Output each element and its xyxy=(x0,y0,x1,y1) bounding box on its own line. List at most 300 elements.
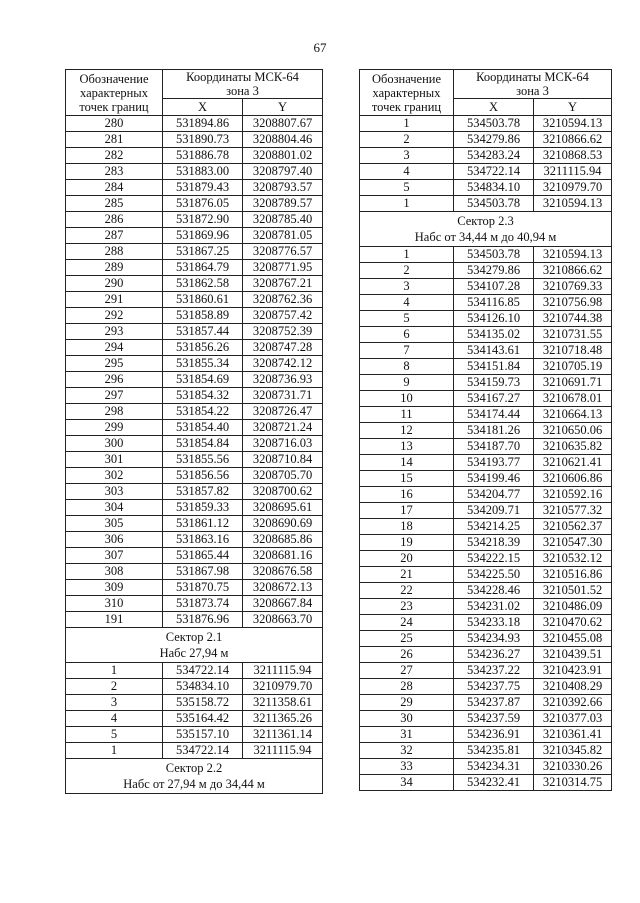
y-coordinate-cell: 3210330.26 xyxy=(534,759,612,775)
x-coordinate-cell: 535158.72 xyxy=(163,695,243,711)
table-row xyxy=(360,375,612,391)
table-row xyxy=(66,516,323,532)
y-coordinate-cell: 3208762.36 xyxy=(243,292,323,308)
y-coordinate-cell: 3208771.95 xyxy=(243,260,323,276)
table-row xyxy=(66,468,323,484)
point-number-cell: 294 xyxy=(66,340,163,356)
y-coordinate-cell: 3208672.13 xyxy=(243,580,323,596)
table-row xyxy=(360,263,612,279)
x-coordinate-cell: 531865.44 xyxy=(163,548,243,564)
x-coordinate-cell: 534237.22 xyxy=(454,663,534,679)
table-row xyxy=(66,372,323,388)
table-row xyxy=(360,679,612,695)
x-coordinate-cell: 534135.02 xyxy=(454,327,534,343)
table-row xyxy=(66,532,323,548)
y-coordinate-cell: 3208695.61 xyxy=(243,500,323,516)
sector-row xyxy=(66,628,323,663)
y-coordinate-cell: 3208742.12 xyxy=(243,356,323,372)
table-row xyxy=(360,599,612,615)
point-number-cell: 309 xyxy=(66,580,163,596)
x-coordinate-cell: 531894.86 xyxy=(163,116,243,132)
sector-cell xyxy=(66,759,323,794)
point-number-cell: 305 xyxy=(66,516,163,532)
y-coordinate-cell: 3208736.93 xyxy=(243,372,323,388)
x-coordinate-cell: 534151.84 xyxy=(454,359,534,375)
y-coordinate-cell: 3210979.70 xyxy=(243,679,323,695)
table-row xyxy=(360,583,612,599)
x-coordinate-cell: 531864.79 xyxy=(163,260,243,276)
x-coordinate-cell: 531863.16 xyxy=(163,532,243,548)
point-number-cell: 27 xyxy=(360,663,454,679)
table-row xyxy=(66,276,323,292)
table-row xyxy=(360,132,612,148)
point-number-cell: 1 xyxy=(360,196,454,212)
sector-title: Сектор 2.1 xyxy=(165,630,223,644)
point-number-cell: 281 xyxy=(66,132,163,148)
y-coordinate-cell: 3210635.82 xyxy=(534,439,612,455)
table-row xyxy=(66,228,323,244)
table-row xyxy=(66,452,323,468)
y-coordinate-cell: 3210501.52 xyxy=(534,583,612,599)
table-row xyxy=(360,663,612,679)
y-coordinate-cell: 3208767.21 xyxy=(243,276,323,292)
table-row xyxy=(360,295,612,311)
table-row xyxy=(360,759,612,775)
y-coordinate-cell: 3210439.51 xyxy=(534,647,612,663)
y-coordinate-cell: 3210377.03 xyxy=(534,711,612,727)
y-coordinate-cell: 3210594.13 xyxy=(534,196,612,212)
y-coordinate-cell: 3208785.40 xyxy=(243,212,323,228)
x-coordinate-cell: 531856.56 xyxy=(163,468,243,484)
x-coordinate-cell: 534204.77 xyxy=(454,487,534,503)
point-number-cell: 307 xyxy=(66,548,163,564)
point-number-cell: 14 xyxy=(360,455,454,471)
table-row xyxy=(360,148,612,164)
point-number-cell: 302 xyxy=(66,468,163,484)
y-coordinate-cell: 3210516.86 xyxy=(534,567,612,583)
point-number-cell: 297 xyxy=(66,388,163,404)
y-coordinate-cell: 3208797.40 xyxy=(243,164,323,180)
sector-title: Сектор 2.2 xyxy=(165,761,223,775)
table-row xyxy=(66,180,323,196)
y-coordinate-cell: 3210744.38 xyxy=(534,311,612,327)
x-coordinate-cell: 534107.28 xyxy=(454,279,534,295)
x-coordinate-cell: 534283.24 xyxy=(454,148,534,164)
coordinates-table-left xyxy=(65,69,323,794)
table-row xyxy=(360,519,612,535)
header-boundary-points: Обозначение характерных точек границ xyxy=(66,70,163,116)
x-coordinate-cell: 534214.25 xyxy=(454,519,534,535)
point-number-cell: 26 xyxy=(360,647,454,663)
point-number-cell: 288 xyxy=(66,244,163,260)
point-number-cell: 23 xyxy=(360,599,454,615)
y-coordinate-cell: 3210691.71 xyxy=(534,375,612,391)
x-coordinate-cell: 531854.84 xyxy=(163,436,243,452)
table-row xyxy=(360,311,612,327)
table-row xyxy=(66,711,323,727)
x-coordinate-cell: 534722.14 xyxy=(163,663,243,679)
table-row xyxy=(360,727,612,743)
x-coordinate-cell: 531867.98 xyxy=(163,564,243,580)
point-number-cell: 4 xyxy=(360,164,454,180)
x-coordinate-cell: 531861.12 xyxy=(163,516,243,532)
x-coordinate-cell: 534199.46 xyxy=(454,471,534,487)
table-row xyxy=(66,260,323,276)
table-row xyxy=(360,615,612,631)
point-number-cell: 308 xyxy=(66,564,163,580)
x-coordinate-cell: 534228.46 xyxy=(454,583,534,599)
x-coordinate-cell: 534503.78 xyxy=(454,116,534,132)
x-coordinate-cell: 531869.96 xyxy=(163,228,243,244)
x-coordinate-cell: 534218.39 xyxy=(454,535,534,551)
point-number-cell: 1 xyxy=(360,247,454,263)
y-coordinate-cell: 3210621.41 xyxy=(534,455,612,471)
table-row xyxy=(66,404,323,420)
y-coordinate-cell: 3211115.94 xyxy=(534,164,612,180)
y-coordinate-cell: 3210594.13 xyxy=(534,247,612,263)
x-coordinate-cell: 534237.87 xyxy=(454,695,534,711)
point-number-cell: 31 xyxy=(360,727,454,743)
y-coordinate-cell: 3210547.30 xyxy=(534,535,612,551)
point-number-cell: 29 xyxy=(360,695,454,711)
page-number: 67 xyxy=(313,40,327,55)
sector-title: Сектор 2.3 xyxy=(457,214,514,228)
table-row xyxy=(360,359,612,375)
x-coordinate-cell: 534234.93 xyxy=(454,631,534,647)
x-coordinate-cell: 531857.44 xyxy=(163,324,243,340)
y-coordinate-cell: 3210455.08 xyxy=(534,631,612,647)
point-number-cell: 18 xyxy=(360,519,454,535)
table-row xyxy=(360,164,612,180)
point-number-cell: 11 xyxy=(360,407,454,423)
header-y: Y xyxy=(534,99,612,116)
point-number-cell: 21 xyxy=(360,567,454,583)
point-number-cell: 4 xyxy=(360,295,454,311)
point-number-cell: 4 xyxy=(66,711,163,727)
x-coordinate-cell: 531854.32 xyxy=(163,388,243,404)
point-number-cell: 293 xyxy=(66,324,163,340)
x-coordinate-cell: 534834.10 xyxy=(163,679,243,695)
x-coordinate-cell: 534193.77 xyxy=(454,455,534,471)
table-row xyxy=(360,535,612,551)
table-row xyxy=(66,116,323,132)
y-coordinate-cell: 3210664.13 xyxy=(534,407,612,423)
x-coordinate-cell: 531876.96 xyxy=(163,612,243,628)
x-coordinate-cell: 534503.78 xyxy=(454,196,534,212)
y-coordinate-cell: 3208781.05 xyxy=(243,228,323,244)
point-number-cell: 16 xyxy=(360,487,454,503)
point-number-cell: 5 xyxy=(360,180,454,196)
y-coordinate-cell: 3208676.58 xyxy=(243,564,323,580)
y-coordinate-cell: 3210866.62 xyxy=(534,132,612,148)
y-coordinate-cell: 3210650.06 xyxy=(534,423,612,439)
header-coordinates: Координаты МСК-64 зона 3 xyxy=(163,70,323,99)
y-coordinate-cell: 3208776.57 xyxy=(243,244,323,260)
y-coordinate-cell: 3208716.03 xyxy=(243,436,323,452)
x-coordinate-cell: 535164.42 xyxy=(163,711,243,727)
point-number-cell: 301 xyxy=(66,452,163,468)
point-number-cell: 280 xyxy=(66,116,163,132)
y-coordinate-cell: 3210769.33 xyxy=(534,279,612,295)
point-number-cell: 10 xyxy=(360,391,454,407)
point-number-cell: 1 xyxy=(360,116,454,132)
table-row xyxy=(360,471,612,487)
table-row xyxy=(66,548,323,564)
y-coordinate-cell: 3210562.37 xyxy=(534,519,612,535)
y-coordinate-cell: 3210408.29 xyxy=(534,679,612,695)
y-coordinate-cell: 3210705.19 xyxy=(534,359,612,375)
y-coordinate-cell: 3210314.75 xyxy=(534,775,612,791)
y-coordinate-cell: 3210979.70 xyxy=(534,180,612,196)
y-coordinate-cell: 3208710.84 xyxy=(243,452,323,468)
x-coordinate-cell: 531879.43 xyxy=(163,180,243,196)
point-number-cell: 33 xyxy=(360,759,454,775)
x-coordinate-cell: 531873.74 xyxy=(163,596,243,612)
x-coordinate-cell: 535157.10 xyxy=(163,727,243,743)
point-number-cell: 296 xyxy=(66,372,163,388)
point-number-cell: 15 xyxy=(360,471,454,487)
point-number-cell: 287 xyxy=(66,228,163,244)
y-coordinate-cell: 3208721.24 xyxy=(243,420,323,436)
y-coordinate-cell: 3210345.82 xyxy=(534,743,612,759)
sector-height: Набс от 27,94 м до 34,44 м xyxy=(123,777,265,791)
y-coordinate-cell: 3211115.94 xyxy=(243,743,323,759)
point-number-cell: 191 xyxy=(66,612,163,628)
x-coordinate-cell: 531855.56 xyxy=(163,452,243,468)
x-coordinate-cell: 531854.69 xyxy=(163,372,243,388)
table-row xyxy=(66,148,323,164)
table-row xyxy=(66,420,323,436)
x-coordinate-cell: 531876.05 xyxy=(163,196,243,212)
y-coordinate-cell: 3210532.12 xyxy=(534,551,612,567)
y-coordinate-cell: 3210731.55 xyxy=(534,327,612,343)
x-coordinate-cell: 534143.61 xyxy=(454,343,534,359)
y-coordinate-cell: 3208667.84 xyxy=(243,596,323,612)
y-coordinate-cell: 3208681.16 xyxy=(243,548,323,564)
table-row xyxy=(360,196,612,212)
table-row xyxy=(66,727,323,743)
table-row xyxy=(360,647,612,663)
point-number-cell: 286 xyxy=(66,212,163,228)
sector-row xyxy=(66,759,323,794)
table-row xyxy=(360,551,612,567)
point-number-cell: 19 xyxy=(360,535,454,551)
table-row xyxy=(360,775,612,791)
point-number-cell: 34 xyxy=(360,775,454,791)
x-coordinate-cell: 534722.14 xyxy=(163,743,243,759)
table-row xyxy=(66,212,323,228)
y-coordinate-cell: 3210392.66 xyxy=(534,695,612,711)
table-row xyxy=(360,567,612,583)
y-coordinate-cell: 3210868.53 xyxy=(534,148,612,164)
x-coordinate-cell: 534237.75 xyxy=(454,679,534,695)
y-coordinate-cell: 3208690.69 xyxy=(243,516,323,532)
x-coordinate-cell: 534181.26 xyxy=(454,423,534,439)
point-number-cell: 298 xyxy=(66,404,163,420)
y-coordinate-cell: 3210866.62 xyxy=(534,263,612,279)
header-x: X xyxy=(163,99,243,116)
x-coordinate-cell: 531872.90 xyxy=(163,212,243,228)
y-coordinate-cell: 3208752.39 xyxy=(243,324,323,340)
y-coordinate-cell: 3210470.62 xyxy=(534,615,612,631)
x-coordinate-cell: 531890.73 xyxy=(163,132,243,148)
point-number-cell: 13 xyxy=(360,439,454,455)
y-coordinate-cell: 3208663.70 xyxy=(243,612,323,628)
table-row xyxy=(66,564,323,580)
x-coordinate-cell: 531857.82 xyxy=(163,484,243,500)
point-number-cell: 282 xyxy=(66,148,163,164)
x-coordinate-cell: 534167.27 xyxy=(454,391,534,407)
point-number-cell: 2 xyxy=(360,132,454,148)
point-number-cell: 300 xyxy=(66,436,163,452)
point-number-cell: 284 xyxy=(66,180,163,196)
point-number-cell: 9 xyxy=(360,375,454,391)
point-number-cell: 25 xyxy=(360,631,454,647)
table-row xyxy=(66,292,323,308)
x-coordinate-cell: 534231.02 xyxy=(454,599,534,615)
point-number-cell: 5 xyxy=(66,727,163,743)
point-number-cell: 3 xyxy=(360,148,454,164)
y-coordinate-cell: 3210606.86 xyxy=(534,471,612,487)
point-number-cell: 290 xyxy=(66,276,163,292)
y-coordinate-cell: 3211361.14 xyxy=(243,727,323,743)
point-number-cell: 310 xyxy=(66,596,163,612)
x-coordinate-cell: 534236.27 xyxy=(454,647,534,663)
point-number-cell: 292 xyxy=(66,308,163,324)
sector-row xyxy=(360,212,612,247)
point-number-cell: 28 xyxy=(360,679,454,695)
y-coordinate-cell: 3210678.01 xyxy=(534,391,612,407)
point-number-cell: 6 xyxy=(360,327,454,343)
x-coordinate-cell: 534187.70 xyxy=(454,439,534,455)
y-coordinate-cell: 3210594.13 xyxy=(534,116,612,132)
y-coordinate-cell: 3211358.61 xyxy=(243,695,323,711)
x-coordinate-cell: 531858.89 xyxy=(163,308,243,324)
y-coordinate-cell: 3210756.98 xyxy=(534,295,612,311)
table-row xyxy=(66,356,323,372)
y-coordinate-cell: 3208726.47 xyxy=(243,404,323,420)
table-row xyxy=(66,500,323,516)
table-row xyxy=(360,439,612,455)
table-row xyxy=(360,116,612,132)
x-coordinate-cell: 534834.10 xyxy=(454,180,534,196)
y-coordinate-cell: 3208747.28 xyxy=(243,340,323,356)
y-coordinate-cell: 3208789.57 xyxy=(243,196,323,212)
point-number-cell: 20 xyxy=(360,551,454,567)
x-coordinate-cell: 534236.91 xyxy=(454,727,534,743)
point-number-cell: 1 xyxy=(66,743,163,759)
table-row xyxy=(360,423,612,439)
x-coordinate-cell: 531860.61 xyxy=(163,292,243,308)
x-coordinate-cell: 531886.78 xyxy=(163,148,243,164)
y-coordinate-cell: 3208804.46 xyxy=(243,132,323,148)
point-number-cell: 2 xyxy=(66,679,163,695)
table-row xyxy=(66,679,323,695)
sector-cell xyxy=(66,628,323,663)
table-row xyxy=(360,487,612,503)
point-number-cell: 291 xyxy=(66,292,163,308)
point-number-cell: 3 xyxy=(360,279,454,295)
y-coordinate-cell: 3208757.42 xyxy=(243,308,323,324)
table-row xyxy=(66,324,323,340)
x-coordinate-cell: 534126.10 xyxy=(454,311,534,327)
x-coordinate-cell: 534235.81 xyxy=(454,743,534,759)
point-number-cell: 303 xyxy=(66,484,163,500)
table-row xyxy=(66,340,323,356)
table-row xyxy=(66,580,323,596)
point-number-cell: 283 xyxy=(66,164,163,180)
x-coordinate-cell: 531883.00 xyxy=(163,164,243,180)
point-number-cell: 7 xyxy=(360,343,454,359)
header-boundary-points: Обозначение характерных точек границ xyxy=(360,70,454,116)
sector-height: Набс от 34,44 м до 40,94 м xyxy=(414,230,557,244)
point-number-cell: 1 xyxy=(66,663,163,679)
point-number-cell: 12 xyxy=(360,423,454,439)
table-row xyxy=(66,388,323,404)
x-coordinate-cell: 534279.86 xyxy=(454,132,534,148)
x-coordinate-cell: 534234.31 xyxy=(454,759,534,775)
table-row xyxy=(66,695,323,711)
table-row xyxy=(66,663,323,679)
y-coordinate-cell: 3210592.16 xyxy=(534,487,612,503)
x-coordinate-cell: 534232.41 xyxy=(454,775,534,791)
x-coordinate-cell: 531855.34 xyxy=(163,356,243,372)
coordinates-table-right xyxy=(359,69,612,791)
table-row xyxy=(66,436,323,452)
point-number-cell: 24 xyxy=(360,615,454,631)
y-coordinate-cell: 3210423.91 xyxy=(534,663,612,679)
table-row xyxy=(66,484,323,500)
point-number-cell: 306 xyxy=(66,532,163,548)
x-coordinate-cell: 534174.44 xyxy=(454,407,534,423)
table-row xyxy=(360,407,612,423)
point-number-cell: 22 xyxy=(360,583,454,599)
point-number-cell: 299 xyxy=(66,420,163,436)
table-row xyxy=(360,343,612,359)
y-coordinate-cell: 3210361.41 xyxy=(534,727,612,743)
point-number-cell: 3 xyxy=(66,695,163,711)
y-coordinate-cell: 3211115.94 xyxy=(243,663,323,679)
table-row xyxy=(66,743,323,759)
x-coordinate-cell: 534237.59 xyxy=(454,711,534,727)
x-coordinate-cell: 534209.71 xyxy=(454,503,534,519)
point-number-cell: 5 xyxy=(360,311,454,327)
y-coordinate-cell: 3210577.32 xyxy=(534,503,612,519)
table-row xyxy=(360,391,612,407)
header-coordinates: Координаты МСК-64 зона 3 xyxy=(454,70,612,99)
x-coordinate-cell: 531867.25 xyxy=(163,244,243,260)
x-coordinate-cell: 531859.33 xyxy=(163,500,243,516)
x-coordinate-cell: 534503.78 xyxy=(454,247,534,263)
x-coordinate-cell: 534159.73 xyxy=(454,375,534,391)
x-coordinate-cell: 534233.18 xyxy=(454,615,534,631)
table-row xyxy=(360,247,612,263)
point-number-cell: 32 xyxy=(360,743,454,759)
y-coordinate-cell: 3208705.70 xyxy=(243,468,323,484)
table-row xyxy=(66,596,323,612)
table-row xyxy=(66,308,323,324)
point-number-cell: 17 xyxy=(360,503,454,519)
y-coordinate-cell: 3210486.09 xyxy=(534,599,612,615)
table-row xyxy=(360,327,612,343)
point-number-cell: 304 xyxy=(66,500,163,516)
header-x: X xyxy=(454,99,534,116)
y-coordinate-cell: 3208731.71 xyxy=(243,388,323,404)
x-coordinate-cell: 534279.86 xyxy=(454,263,534,279)
x-coordinate-cell: 534116.85 xyxy=(454,295,534,311)
sector-cell xyxy=(360,212,612,247)
point-number-cell: 285 xyxy=(66,196,163,212)
